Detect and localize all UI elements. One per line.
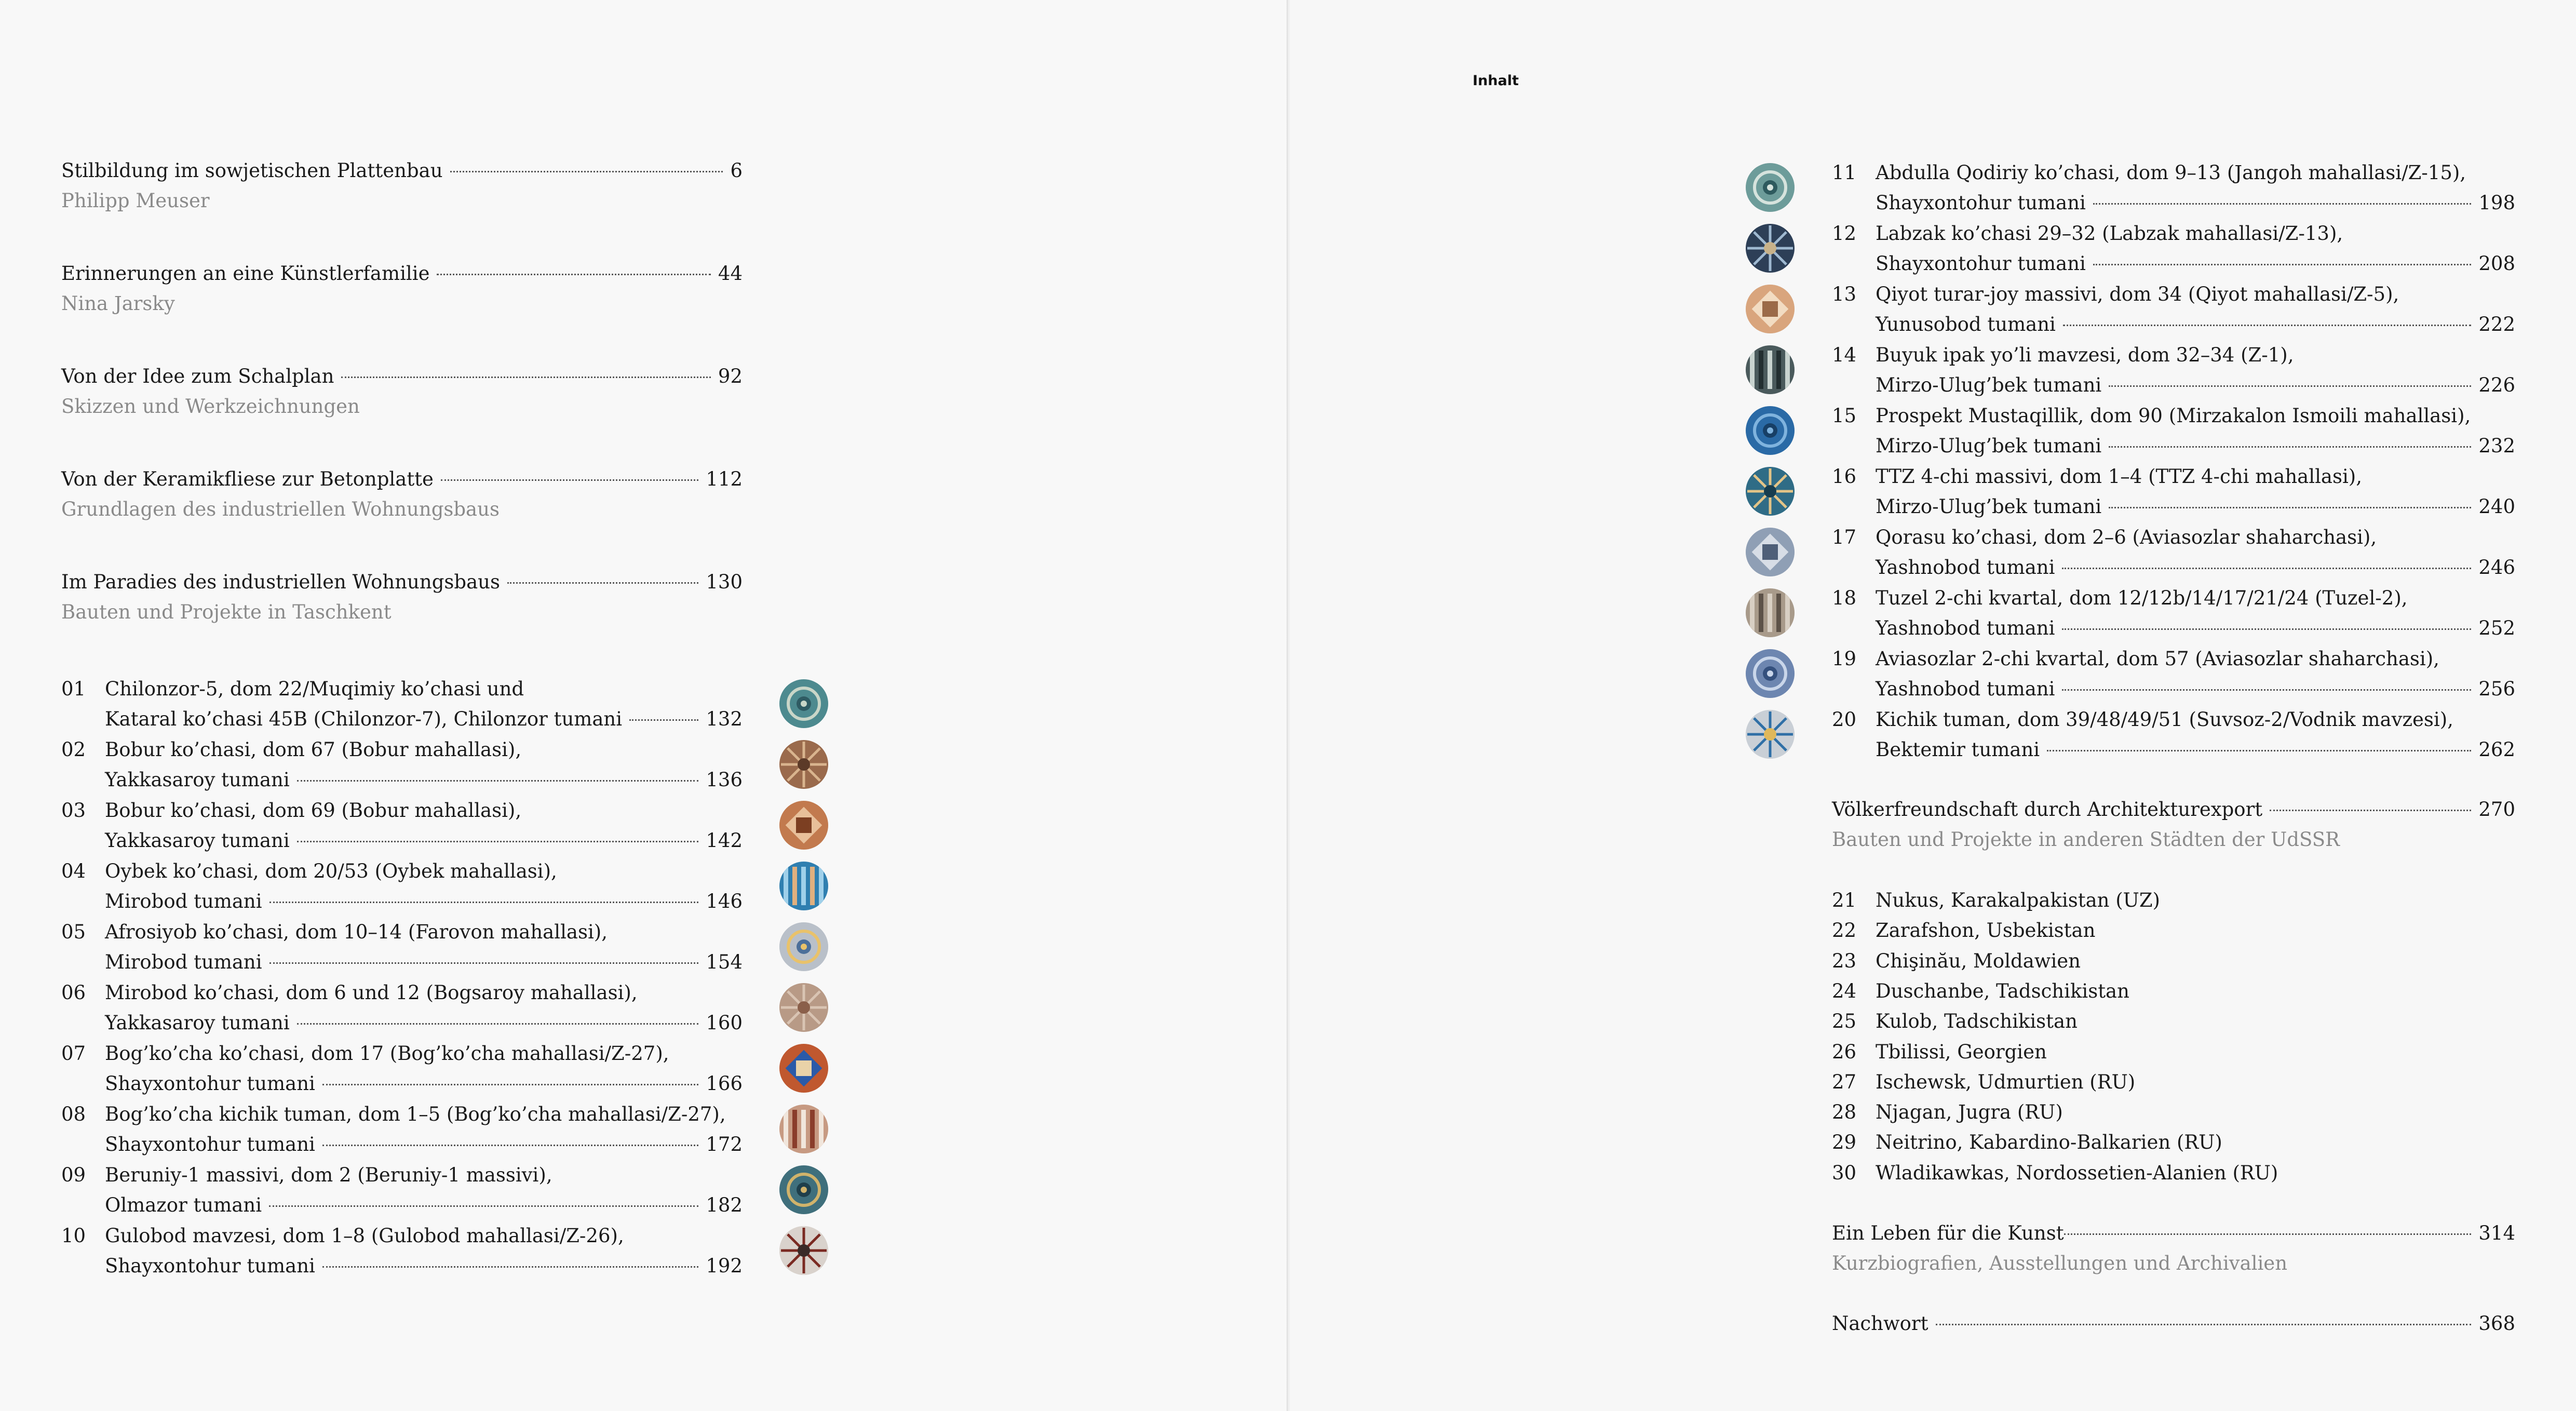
project-number: 08: [61, 1103, 86, 1125]
project-body: [1876, 462, 2515, 522]
toc-page-number: 198: [2478, 192, 2515, 214]
project-address: Chilonzor-5, dom 22/Muqimiy ko’chasi und: [105, 678, 524, 700]
city-item[interactable]: [1832, 885, 2515, 916]
leader-dots: [2109, 385, 2471, 387]
toc-entry-subtitle: Skizzen und Werkzeichnungen: [61, 395, 360, 418]
project-line-2: [105, 1008, 743, 1038]
project-line-1: [105, 978, 743, 1008]
project-number: 18: [1832, 587, 1857, 609]
project-body: [105, 674, 743, 734]
project-line-2: [1876, 613, 2515, 643]
leader-dots: [2047, 750, 2471, 751]
leader-dots: [2062, 689, 2471, 691]
project-body: [105, 1160, 743, 1220]
project-district: Bektemir tumani: [1876, 738, 2040, 761]
toc-page-number: 262: [2478, 738, 2515, 761]
project-number: 14: [1832, 344, 1857, 366]
project-number: 15: [1832, 405, 1857, 427]
leader-dots: [2093, 203, 2472, 205]
project-body: [105, 978, 743, 1038]
project-number: 10: [61, 1225, 86, 1247]
project-body: [1876, 279, 2515, 340]
project-body: [105, 917, 743, 977]
project-thumbnail-image[interactable]: [779, 1044, 828, 1093]
project-body: [105, 1221, 743, 1281]
project-district: Yashnobod tumani: [1876, 617, 2055, 639]
toc-page-number: 252: [2478, 617, 2515, 639]
toc-page-number: 314: [2478, 1222, 2515, 1244]
leader-dots: [297, 841, 699, 842]
project-thumbnail-image[interactable]: [779, 983, 828, 1032]
project-body: [1876, 340, 2515, 400]
project-line-2: [105, 826, 743, 856]
leader-dots: [2270, 810, 2471, 811]
project-line-2: [1876, 553, 2515, 583]
project-body: [105, 856, 743, 917]
project-thumbnail-image[interactable]: [1746, 649, 1795, 698]
city-item[interactable]: [1832, 1097, 2515, 1127]
project-line-2: [1876, 492, 2515, 522]
project-address: Buyuk ipak yo’li mavzesi, dom 32–34 (Z-1),: [1876, 344, 2294, 366]
city-number: 22: [1832, 919, 1857, 942]
project-district: Kataral ko’chasi 45B (Chilonzor-7), Chilonzor tumani: [105, 708, 623, 730]
project-thumbnail-image[interactable]: [1746, 224, 1795, 273]
project-number: 05: [61, 921, 86, 943]
project-district: Shayxontohur tumani: [105, 1255, 315, 1277]
project-line-1: [105, 856, 743, 886]
project-address: Qiyot turar-joy massivi, dom 34 (Qiyot mahallasi/Z-5),: [1876, 283, 2399, 305]
leader-dots: [2062, 628, 2471, 630]
project-entry[interactable]: [61, 1099, 743, 1160]
city-name: Njagan, Jugra (RU): [1876, 1101, 2063, 1124]
project-body: [1876, 158, 2515, 218]
leader-dots: [629, 719, 698, 721]
project-number: 04: [61, 860, 86, 882]
project-body: [1876, 644, 2515, 704]
project-thumbnail-image[interactable]: [1746, 285, 1795, 333]
project-thumbnail-image[interactable]: [1746, 588, 1795, 637]
project-entry[interactable]: [1832, 158, 2515, 218]
project-district: Mirobod tumani: [105, 951, 262, 973]
project-line-1: [1876, 705, 2515, 735]
project-entry[interactable]: [61, 1160, 743, 1220]
project-thumbnail-image[interactable]: [1746, 467, 1795, 516]
toc-entry-line: [61, 259, 743, 289]
project-thumbnail-image[interactable]: [1746, 528, 1795, 576]
project-line-2: [1876, 674, 2515, 704]
project-number: 02: [61, 738, 86, 761]
toc-entry-subtitle: Nina Jarsky: [61, 292, 175, 315]
toc-page-number: 226: [2478, 374, 2515, 396]
project-address: Beruniy-1 massivi, dom 2 (Beruniy-1 massivi),: [105, 1164, 552, 1186]
toc-page-number: 44: [718, 262, 743, 285]
city-item[interactable]: [1832, 1158, 2515, 1188]
project-district: Mirobod tumani: [105, 890, 262, 912]
project-thumbnail-image[interactable]: [1746, 163, 1795, 212]
project-number: 06: [61, 982, 86, 1004]
toc-page-number: 232: [2478, 435, 2515, 457]
project-line-2: [105, 765, 743, 795]
leader-dots: [341, 377, 710, 378]
toc-entry[interactable]: [61, 361, 743, 422]
project-thumbnail-image[interactable]: [779, 1165, 828, 1214]
city-name: Nukus, Karakalpakistan (UZ): [1876, 889, 2160, 911]
project-line-1: [1876, 219, 2515, 249]
project-line-1: [105, 1039, 743, 1069]
project-entry[interactable]: [61, 796, 743, 856]
project-entry[interactable]: [61, 735, 743, 795]
toc-entry-line: [61, 156, 743, 186]
project-line-2: [105, 1190, 743, 1220]
project-line-2: [105, 1069, 743, 1099]
toc-entry[interactable]: [61, 259, 743, 319]
project-thumbnail-image[interactable]: [779, 1226, 828, 1275]
project-line-1: [105, 674, 743, 704]
project-line-1: [1876, 462, 2515, 492]
project-entry[interactable]: [1832, 401, 2515, 461]
city-name: Chişinău, Moldawien: [1876, 949, 2081, 972]
leader-dots: [297, 1023, 699, 1025]
toc-page-number: 270: [2478, 798, 2515, 821]
project-address: Bobur ko’chasi, dom 69 (Bobur mahallasi),: [105, 799, 522, 822]
city-number: 30: [1832, 1161, 1857, 1184]
city-number: 21: [1832, 889, 1857, 911]
city-item[interactable]: [1832, 976, 2515, 1006]
toc-page-number: 142: [706, 829, 743, 852]
city-name: Ischewsk, Udmurtien (RU): [1876, 1070, 2136, 1093]
project-number: 11: [1832, 162, 1857, 184]
project-district: Yunusobod tumani: [1876, 313, 2056, 335]
toc-page-number: 192: [706, 1255, 743, 1277]
city-number: 28: [1832, 1101, 1857, 1124]
leader-dots: [507, 582, 698, 584]
project-body: [105, 1099, 743, 1160]
project-address: Tuzel 2-chi kvartal, dom 12/12b/14/17/21/24 (Tuzel-2),: [1876, 587, 2408, 609]
project-entry[interactable]: [61, 1221, 743, 1281]
leader-dots: [2064, 1233, 2472, 1235]
toc-page-number: 146: [706, 890, 743, 912]
toc-entry-title: Erinnerungen an eine Künstlerfamilie: [61, 262, 430, 285]
toc-entry-title: Nachwort: [1832, 1312, 1928, 1335]
project-entry[interactable]: [61, 856, 743, 917]
project-number: 09: [61, 1164, 86, 1186]
project-line-1: [105, 735, 743, 765]
project-body: [105, 735, 743, 795]
project-thumbnail-image[interactable]: [1746, 345, 1795, 394]
leader-dots: [437, 274, 710, 275]
project-district: Mirzo-Ulug’bek tumani: [1876, 435, 2102, 457]
leader-dots: [2062, 568, 2471, 569]
project-address: Afrosiyob ko’chasi, dom 10–14 (Farovon mahallasi),: [105, 921, 608, 943]
toc-page-number: 136: [706, 769, 743, 791]
toc-entry-title: Im Paradies des industriellen Wohnungsbaus: [61, 571, 500, 593]
project-address: Bobur ko’chasi, dom 67 (Bobur mahallasi),: [105, 738, 522, 761]
toc-page-number: 208: [2478, 252, 2515, 275]
project-line-1: [1876, 158, 2515, 188]
project-line-1: [1876, 644, 2515, 674]
leader-dots: [322, 1084, 699, 1085]
project-district: Mirzo-Ulug’bek tumani: [1876, 495, 2102, 518]
toc-page-number: 240: [2478, 495, 2515, 518]
project-body: [1876, 219, 2515, 279]
project-line-1: [1876, 340, 2515, 370]
project-entry[interactable]: [1832, 705, 2515, 765]
project-address: Prospekt Mustaqillik, dom 90 (Mirzakalon Ismoili mahallasi),: [1876, 405, 2471, 427]
project-address: Bog’ko’cha kichik tuman, dom 1–5 (Bog’ko’cha mahallasi/Z-27),: [105, 1103, 726, 1125]
leader-dots: [2063, 325, 2472, 326]
project-number: 03: [61, 799, 86, 822]
leader-dots: [2093, 264, 2472, 265]
project-line-1: [105, 1160, 743, 1190]
toc-entry[interactable]: [61, 464, 743, 525]
project-line-2: [1876, 735, 2515, 765]
toc-entry-title: Von der Keramikfliese zur Betonplatte: [61, 468, 434, 490]
city-name: Kulob, Tadschikistan: [1876, 1010, 2078, 1033]
project-line-1: [1876, 401, 2515, 431]
project-district: Shayxontohur tumani: [1876, 192, 2086, 214]
city-item[interactable]: [1832, 916, 2515, 946]
city-name: Neitrino, Kabardino-Balkarien (RU): [1876, 1131, 2222, 1154]
city-item[interactable]: [1832, 946, 2515, 976]
project-thumbnail-image[interactable]: [1746, 710, 1795, 759]
city-name: Zarafshon, Usbekistan: [1876, 919, 2096, 942]
project-district: Yakkasaroy tumani: [105, 769, 290, 791]
toc-page-number: 368: [2478, 1312, 2515, 1335]
project-district: Shayxontohur tumani: [1876, 252, 2086, 275]
city-number: 29: [1832, 1131, 1857, 1154]
project-line-1: [105, 1221, 743, 1251]
project-body: [1876, 522, 2515, 583]
toc-entry-subtitle: Grundlagen des industriellen Wohnungsbaus: [61, 498, 500, 520]
leader-dots: [269, 1205, 698, 1207]
project-entry[interactable]: [1832, 340, 2515, 400]
toc-entry-subtitle: Philipp Meuser: [61, 190, 210, 212]
leader-dots: [1936, 1324, 2472, 1325]
toc-page-number: 246: [2478, 556, 2515, 579]
toc-page-number: 182: [706, 1194, 743, 1216]
project-address: Kichik tuman, dom 39/48/49/51 (Suvsoz-2/Vodnik mavzesi),: [1876, 708, 2453, 731]
project-address: Abdulla Qodiriy ko’chasi, dom 9–13 (Jangoh mahallasi/Z-15),: [1876, 162, 2466, 184]
leader-dots: [322, 1145, 699, 1146]
project-district: Yakkasaroy tumani: [105, 829, 290, 852]
toc-entry-export[interactable]: [1832, 795, 2515, 855]
city-number: 24: [1832, 979, 1857, 1002]
project-entry[interactable]: [61, 1039, 743, 1099]
project-line-1: [1876, 522, 2515, 553]
project-address: Gulobod mavzesi, dom 1–8 (Gulobod mahallasi/Z-26),: [105, 1225, 624, 1247]
project-number: 20: [1832, 708, 1857, 731]
project-line-2: [1876, 188, 2515, 218]
toc-entry-afterword[interactable]: [1832, 1309, 2515, 1339]
toc-entry-subtitle: Bauten und Projekte in Taschkent: [61, 601, 392, 623]
city-item[interactable]: [1832, 1037, 2515, 1067]
project-thumbnail-image[interactable]: [1746, 406, 1795, 455]
city-number: 27: [1832, 1070, 1857, 1093]
project-address: Bog’ko’cha ko’chasi, dom 17 (Bog’ko’cha mahallasi/Z-27),: [105, 1042, 669, 1065]
toc-page-number: 130: [706, 571, 743, 593]
toc-page-number: 166: [706, 1072, 743, 1095]
toc-entry-title: Von der Idee zum Schalplan: [61, 365, 334, 387]
toc-entry[interactable]: [61, 567, 743, 627]
project-number: 12: [1832, 222, 1857, 245]
city-item[interactable]: [1832, 1067, 2515, 1097]
leader-dots: [297, 780, 699, 782]
project-line-2: [105, 1251, 743, 1281]
toc-page-number: 92: [718, 365, 743, 387]
project-district: Yakkasaroy tumani: [105, 1012, 290, 1034]
project-body: [1876, 401, 2515, 461]
toc-entry-life[interactable]: [1832, 1218, 2515, 1279]
project-body: [105, 796, 743, 856]
running-head: Inhalt: [1473, 73, 1519, 89]
city-name: Tbilissi, Georgien: [1876, 1040, 2047, 1063]
toc-entry-subtitle: Kurzbiografien, Ausstellungen und Archivalien: [1832, 1252, 2288, 1274]
project-address: Aviasozlar 2-chi kvartal, dom 57 (Aviasozlar shaharchasi),: [1876, 648, 2439, 670]
project-entry[interactable]: [61, 978, 743, 1038]
project-line-1: [105, 796, 743, 826]
project-line-2: [105, 1130, 743, 1160]
toc-entry-line: [61, 464, 743, 494]
project-thumbnail-image[interactable]: [779, 679, 828, 728]
leader-dots: [441, 479, 698, 481]
city-number: 25: [1832, 1010, 1857, 1033]
project-address: Oybek ko’chasi, dom 20/53 (Oybek mahallasi),: [105, 860, 557, 882]
toc-page-number: 222: [2478, 313, 2515, 335]
project-entry[interactable]: [61, 674, 743, 734]
project-thumbnail-image[interactable]: [779, 740, 828, 789]
toc-entry-line: [61, 567, 743, 597]
toc-page-number: 154: [706, 951, 743, 973]
toc-page-number: 172: [706, 1133, 743, 1155]
project-line-2: [1876, 249, 2515, 279]
toc-entry-line: [61, 361, 743, 392]
project-district: Shayxontohur tumani: [105, 1072, 315, 1095]
city-number: 23: [1832, 949, 1857, 972]
project-district: Mirzo-Ulug’bek tumani: [1876, 374, 2102, 396]
project-line-1: [1876, 279, 2515, 310]
leader-dots: [322, 1266, 699, 1268]
project-number: 01: [61, 678, 86, 700]
city-item[interactable]: [1832, 1127, 2515, 1158]
project-body: [1876, 705, 2515, 765]
toc-entry-title: Ein Leben für die Kunst: [1832, 1222, 2064, 1244]
project-line-2: [1876, 310, 2515, 340]
project-line-2: [105, 947, 743, 977]
project-line-2: [105, 704, 743, 734]
leader-dots: [269, 902, 699, 903]
project-address: Qorasu ko’chasi, dom 2–6 (Aviasozlar shaharchasi),: [1876, 526, 2377, 548]
toc-page-number: 6: [730, 159, 743, 182]
project-address: TTZ 4-chi massivi, dom 1–4 (TTZ 4-chi mahallasi),: [1876, 465, 2362, 488]
project-line-1: [105, 917, 743, 947]
project-entry[interactable]: [1832, 644, 2515, 704]
project-line-1: [1876, 583, 2515, 613]
project-thumbnail-image[interactable]: [779, 922, 828, 971]
project-number: 17: [1832, 526, 1857, 548]
project-address: Mirobod ko’chasi, dom 6 und 12 (Bogsaroy mahallasi),: [105, 982, 638, 1004]
leader-dots: [450, 171, 723, 172]
project-address: Labzak ko’chasi 29–32 (Labzak mahallasi/Z-13),: [1876, 222, 2343, 245]
project-line-2: [1876, 370, 2515, 400]
city-name: Duschanbe, Tadschikistan: [1876, 979, 2129, 1002]
toc-entry[interactable]: [61, 156, 743, 216]
project-line-1: [105, 1099, 743, 1130]
project-line-2: [1876, 431, 2515, 461]
leader-dots: [2109, 446, 2471, 448]
leader-dots: [2109, 507, 2471, 508]
project-district: Shayxontohur tumani: [105, 1133, 315, 1155]
city-item[interactable]: [1832, 1006, 2515, 1037]
project-body: [1876, 583, 2515, 643]
toc-entry-title: Völkerfreundschaft durch Architekturexport: [1832, 798, 2263, 821]
toc-page-number: 112: [706, 468, 743, 490]
city-name: Wladikawkas, Nordossetien-Alanien (RU): [1876, 1161, 2278, 1184]
city-number: 26: [1832, 1040, 1857, 1063]
project-number: 19: [1832, 648, 1857, 670]
project-body: [105, 1039, 743, 1099]
project-entry[interactable]: [1832, 462, 2515, 522]
project-line-2: [105, 886, 743, 917]
leader-dots: [269, 962, 699, 964]
toc-page-number: 256: [2478, 678, 2515, 700]
project-district: Yashnobod tumani: [1876, 678, 2055, 700]
project-entry[interactable]: [1832, 219, 2515, 279]
project-entry[interactable]: [1832, 583, 2515, 643]
toc-page-number: 132: [706, 708, 743, 730]
project-district: Olmazor tumani: [105, 1194, 262, 1216]
project-entry[interactable]: [1832, 279, 2515, 340]
project-number: 07: [61, 1042, 86, 1065]
project-number: 16: [1832, 465, 1857, 488]
project-number: 13: [1832, 283, 1857, 305]
project-thumbnail-image[interactable]: [779, 1105, 828, 1153]
project-thumbnail-image[interactable]: [779, 801, 828, 850]
project-district: Yashnobod tumani: [1876, 556, 2055, 579]
toc-page-number: 160: [706, 1012, 743, 1034]
toc-entry-subtitle: Bauten und Projekte in anderen Städten der UdSSR: [1832, 828, 2340, 851]
toc-entry-title: Stilbildung im sowjetischen Plattenbau: [61, 159, 443, 182]
project-entry[interactable]: [1832, 522, 2515, 583]
project-entry[interactable]: [61, 917, 743, 977]
project-thumbnail-image[interactable]: [779, 862, 828, 910]
